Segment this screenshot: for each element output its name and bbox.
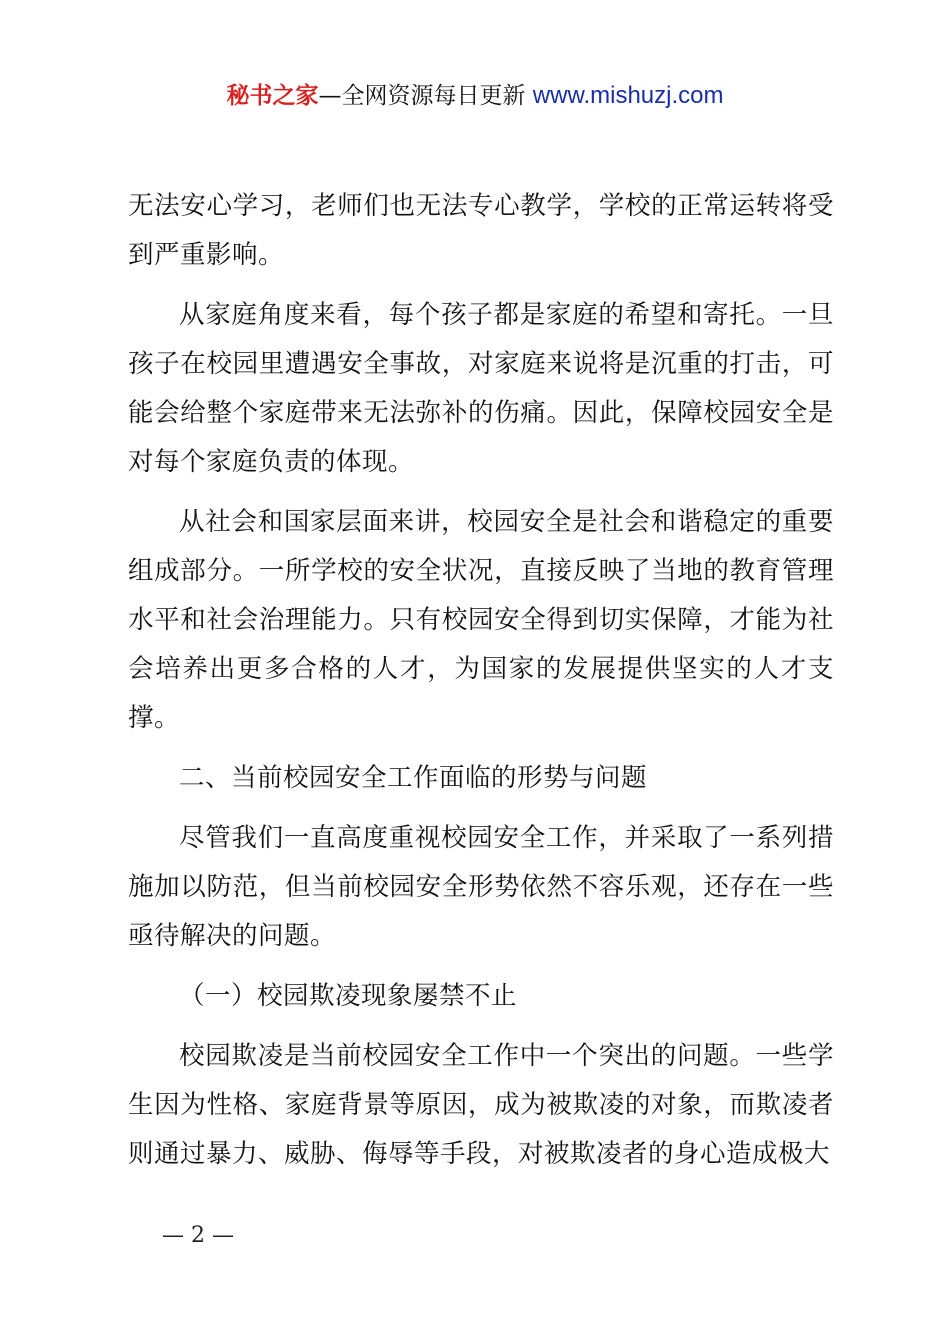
site-url-link[interactable]: www.mishuzj.com [532,82,724,109]
page-number: — 2 — [162,1223,234,1248]
paragraph-continuation: 无法安心学习，老师们也无法专心教学，学校的正常运转将受到严重影响。 [128,191,834,270]
paragraph-family: 从家庭角度来看，每个孩子都是家庭的希望和寄托。一旦孩子在校园里遭遇安全事故，对家庭来说将是沉重的打击，可能会给整个家庭带来无法弥补的伤痛。因此，保障校园安全是对每个家庭负责的体现。 [128,300,834,477]
section-heading: 二、当前校园安全工作面临的形势与问题 [179,763,648,793]
subsection-heading: （一）校园欺凌现象屡禁不止 [179,981,518,1011]
header-tagline: —全网资源每日更新 [318,83,533,109]
paragraph-bullying: 校园欺凌是当前校园安全工作中一个突出的问题。一些学生因为性格、家庭背景等原因，成为被欺凌的对象，而欺凌者则通过暴力、威胁、侮辱等手段，对被欺凌者的身心造成极大 [128,1041,834,1169]
site-header [0,78,950,114]
document-body [128,182,834,1190]
brand-name: 秘书之家 [226,83,319,109]
paragraph-situation: 尽管我们一直高度重视校园安全工作，并采取了一系列措施加以防范，但当前校园安全形势依然不容乐观，还存在一些亟待解决的问题。 [128,823,834,951]
paragraph-society: 从社会和国家层面来讲，校园安全是社会和谐稳定的重要组成部分。一所学校的安全状况，直接反映了当地的教育管理水平和社会治理能力。只有校园安全得到切实保障，才能为社会培养出更多合格的人才，为国家的发展提供坚实的人才支撑。 [128,507,834,733]
